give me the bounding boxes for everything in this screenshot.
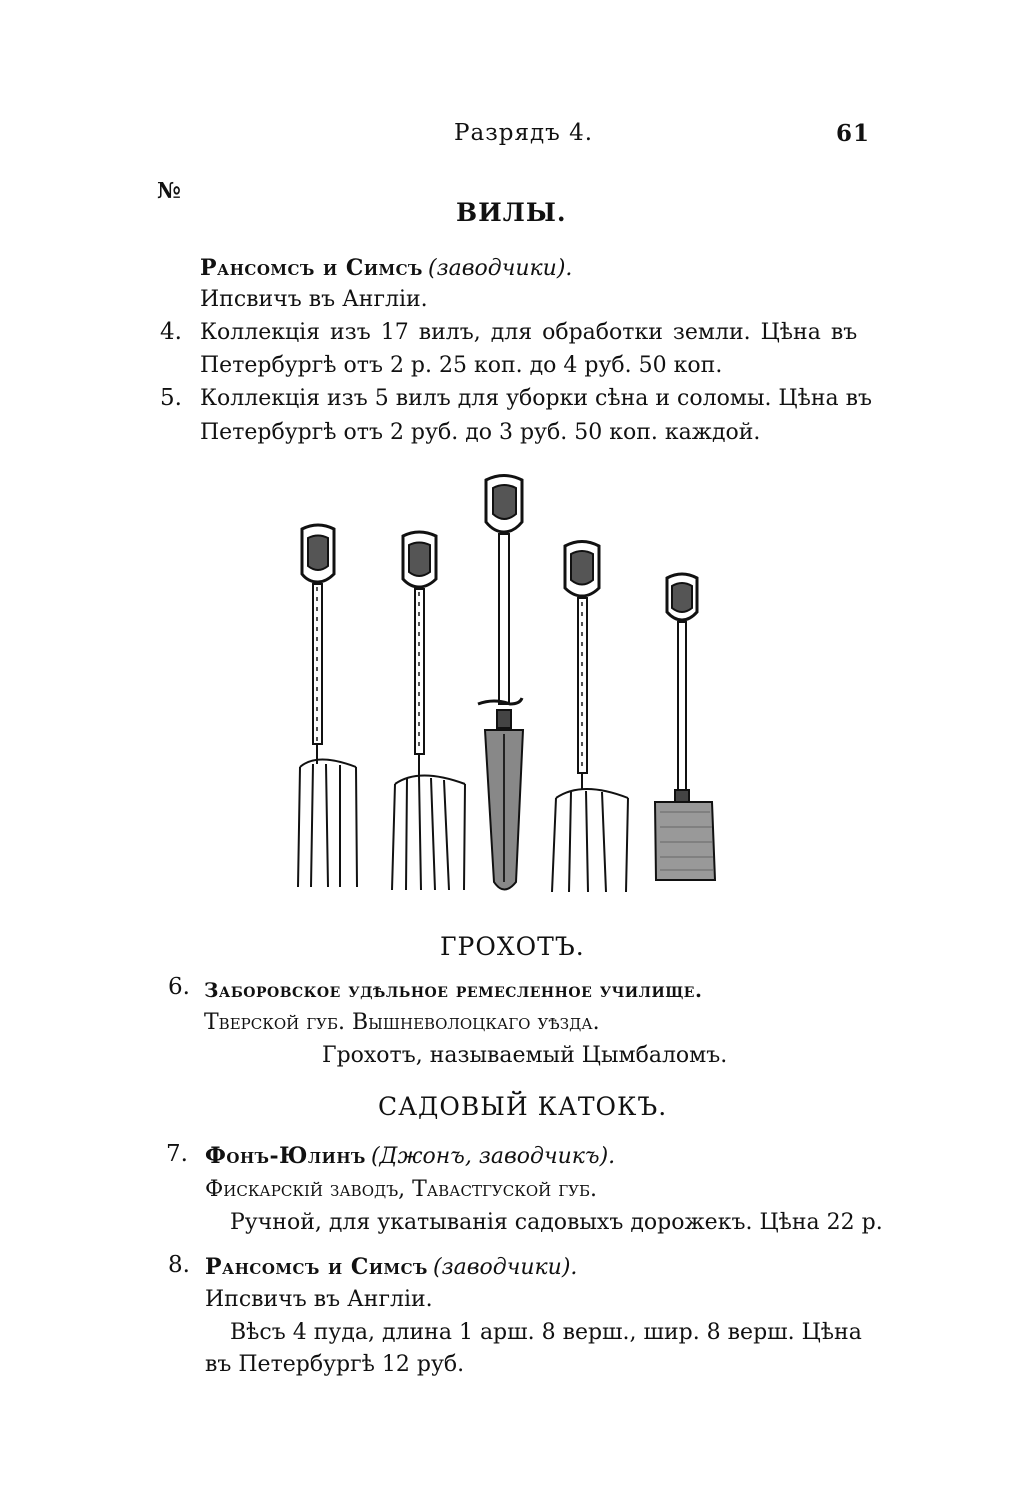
- maker-role: (заводчики).: [433, 1255, 578, 1280]
- section-title-forks: ВИЛЫ.: [456, 198, 567, 227]
- item-text: Коллекція изъ 17 вилъ, для обработки земли. Цѣна въ: [200, 320, 858, 345]
- maker-location: Ипсвичъ въ Англіи.: [205, 1287, 433, 1312]
- maker-location: Фискарскій заводъ, Тавастгуской губ.: [205, 1177, 598, 1202]
- maker-line: [200, 255, 572, 281]
- maker-name: Фонъ-Юлинъ: [205, 1143, 366, 1169]
- section-title-roller: САДОВЫЙ КАТОКЪ.: [378, 1092, 668, 1121]
- maker-location: Ипсвичъ въ Англіи.: [200, 287, 428, 312]
- item-number: 8.: [168, 1252, 190, 1278]
- spade-illustration: [655, 574, 715, 880]
- item-number: 6.: [168, 974, 190, 1000]
- item-number: 4.: [160, 319, 182, 345]
- maker-role: (Джонъ, заводчикъ).: [370, 1144, 616, 1169]
- maker-role: (заводчики).: [428, 256, 573, 281]
- item-number: 7.: [166, 1141, 188, 1167]
- maker-name: Рансомсъ и Симсъ: [200, 255, 423, 281]
- fork-illustration: [552, 542, 628, 893]
- item-text: въ Петербургѣ 12 руб.: [205, 1352, 465, 1377]
- tools-illustration: [260, 462, 730, 902]
- item-text: Коллекція изъ 5 вилъ для уборки сѣна и соломы. Цѣна въ: [200, 386, 873, 411]
- maker-line: [205, 1143, 615, 1169]
- section-title-sieve: ГРОХОТЪ.: [440, 932, 585, 961]
- item-text: Петербургѣ отъ 2 руб. до 3 руб. 50 коп. каждой.: [200, 420, 761, 445]
- item-text: Петербургѣ отъ 2 р. 25 коп. до 4 руб. 50 коп.: [200, 353, 723, 378]
- maker-name: Рансомсъ и Симсъ: [205, 1254, 428, 1280]
- maker-location: Тверской губ. Вышневолоцкаго уѣзда.: [204, 1010, 600, 1035]
- maker-name: Заборовское удѣльное ремесленное училище.: [204, 978, 703, 1002]
- page-number: 61: [836, 120, 871, 147]
- item-description: Ручной, для укатыванія садовыхъ дорожекъ. Цѣна 22 р.: [230, 1210, 883, 1235]
- fork-illustration: [392, 532, 465, 890]
- spade-illustration: [478, 476, 523, 890]
- fork-illustration: [298, 525, 357, 887]
- item-text: Вѣсъ 4 пуда, длина 1 арш. 8 верш., шир. 8 верш. Цѣна: [230, 1320, 862, 1345]
- item-number: 5.: [160, 385, 182, 411]
- item-description: Грохотъ, называемый Цымбаломъ.: [322, 1043, 728, 1068]
- maker-line: [205, 1254, 577, 1280]
- running-head: Разрядъ 4.: [454, 120, 594, 146]
- numero-sign: №: [157, 178, 181, 204]
